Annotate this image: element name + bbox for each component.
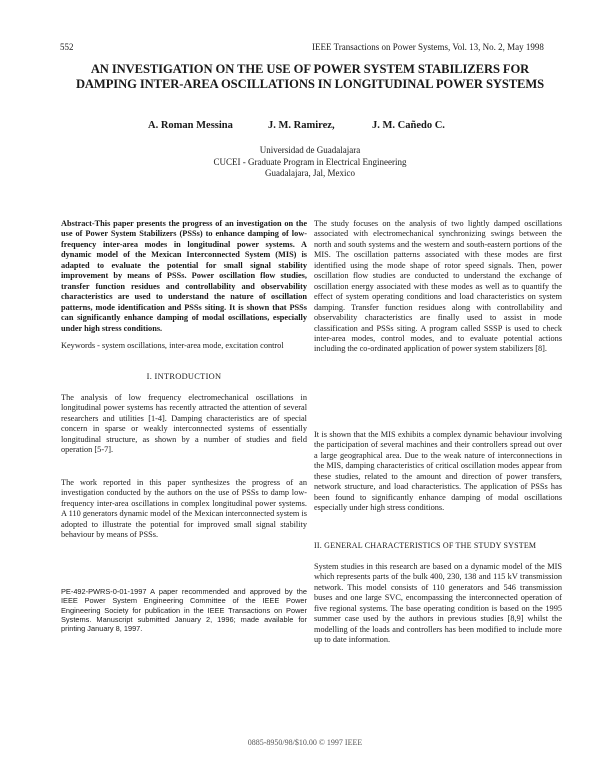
abstract-text: This paper presents the progress of an investigation on the use of Power System Stabilizers (PSSs) to enhance damping of low-frequency inter-area modes in longitudinal power systems. A dynamic model of the Mexican Interconnected System (MIS) is adapted to evaluate the potential for small signal stability improvement by means of PSSs. Power oscillation flow studies, transfer function residues and controllability and observability characteristics are used to understand the nature of oscillation patterns, mode identification and PSSs siting. It is shown that PSSs can significantly enhance damping of modal oscillations, especially under high stress conditions. <box>61 219 307 333</box>
section-heading-study-system: II. GENERAL CHARACTERISTICS OF THE STUDY SYSTEM <box>314 541 537 550</box>
abstract-lead: Abstract- <box>61 219 95 228</box>
intro-paragraph-1-text: The analysis of low frequency electromechanical oscillations in longitudinal power systems has recently attracted the attention of several researchers and utilities [1-4]. Damping characteristics are of special concern in sparse or weakly interconnected systems of essentially longitudinal structure, as shown by a number of studies and field operation [5-7]. <box>61 393 307 455</box>
affiliation-city: Guadalajara, Jal, Mexico <box>265 168 355 178</box>
right-paragraph-2 <box>314 430 562 514</box>
right-paragraph-2-text: It is shown that the MIS exhibits a complex dynamic behaviour involving the participation of several machines and their controllers spread out over a large geographical area. Due to the weak nature of interconnections in the MIS, damping characteristics of critical oscillation modes appear from these studies, related to the amount and direction of power transfers, network structure, and load characteristics. The application of PSSs has been found to significantly enhance damping of modal oscillations especially under high stress conditions. <box>314 430 562 513</box>
author-3: J. M. Cañedo C. <box>372 120 445 131</box>
abstract <box>61 219 307 334</box>
footnote <box>61 587 307 633</box>
intro-paragraph-2-text: The work reported in this paper synthesizes the progress of an investigation conducted by the authors on the use of PSSs to damp low-frequency inter-area oscillations in complex longitudinal power systems. A 110 generators dynamic model of the Mexican interconnected system is adopted to illustrate the potential for improved small signal stability behaviour by means of PSSs. <box>61 478 307 540</box>
affiliation <box>60 145 560 180</box>
journal-header: IEEE Transactions on Power Systems, Vol. 13, No. 2, May 1998 <box>312 42 544 52</box>
footnote-text: PE-492-PWRS-0-01-1997 A paper recommended and approved by the IEEE Power System Engineering Committee of the IEEE Power Engineering Society for publication in the IEEE Transactions on Power Systems. Manuscript submitted January 2, 1996; made available for printing January 8, 1997. <box>61 587 307 634</box>
page-number: 552 <box>60 42 74 52</box>
intro-paragraph-1 <box>61 393 307 456</box>
affiliation-program: CUCEI - Graduate Program in Electrical Engineering <box>213 156 407 167</box>
author-2: J. M. Ramirez, <box>268 120 335 131</box>
copyright-footer: 0885-8950/98/$10.00 © 1997 IEEE <box>247 738 363 747</box>
affiliation-university: Universidad de Guadalajara <box>259 145 361 155</box>
paper-title: AN INVESTIGATION ON THE USE OF POWER SYSTEM STABILIZERS FOR DAMPING INTER-AREA OSCILLATIONS IN LONGITUDINAL POWER SYSTEMS <box>75 62 545 91</box>
right-paragraph-1-text: The study focuses on the analysis of two lightly damped oscillations associated with electromechanical synchronizing swings between the north and south systems and the western and south-eastern portions of the MIS. The oscillation patterns associated with these modes are first identified using the mode shape of rotor speed signals. Then, power oscillation flow studies are conducted to understand the exchange of oscillation energy associated with these modes as well as to quantify the effect of system operating conditions and load characteristics on system damping. Transfer function residues along with controllability and observability characteristics are finally used to assist in mode classification and PSSs siting. A program called SSSP is used to check inter-area modes, control modes, and to evaluate potential actions including the co-ordinated application of power system stabilizers [8]. <box>314 219 562 354</box>
keywords <box>61 341 307 351</box>
right-paragraph-3-text: System studies in this research are based on a dynamic model of the MIS which represents parts of the bulk 400, 230, 138 and 115 kV transmission network. This model consists of 110 generators and 546 transmission buses and one large SVC, encompassing the interconnected operation of five regional systems. The base operating condition is based on the 1995 summer case used by the authors in previous studies [8,9] whilst the modelling of the loads and controllers has been modified to include more up to date information. <box>314 562 562 645</box>
section-heading-introduction: I. INTRODUCTION <box>146 372 222 381</box>
intro-paragraph-2 <box>61 478 307 541</box>
right-paragraph-3 <box>314 562 562 646</box>
author-1: A. Roman Messina <box>148 120 233 131</box>
right-paragraph-1 <box>314 219 562 355</box>
keywords-text: Keywords - system oscillations, inter-area mode, excitation control <box>61 341 284 350</box>
